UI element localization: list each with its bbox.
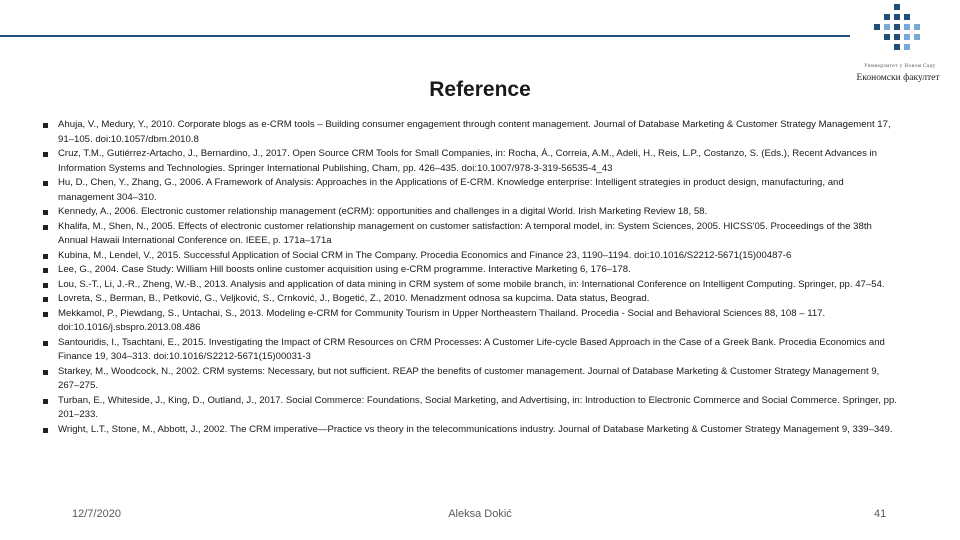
reference-item — [40, 278, 900, 293]
footer-date: 12/7/2020 — [72, 508, 121, 520]
bullet-icon — [43, 123, 48, 128]
reference-text: Cruz, T.M., Gutiérrez-Artacho, J., Bernardino, J., 2017. Open Source CRM Tools for Small Companies, in: Rocha, Á., Correia, A.M., Adeli, H., Reis, L.P., Costanzo, S. (Eds.), Recent Advances in Information Systems and Technologies. Springer International Publishing, Cham, pp. 426–435. doi:10.1007/978-3-319-56535-4_43 — [58, 148, 878, 174]
bullet-icon — [43, 225, 48, 230]
bullet-icon — [43, 181, 48, 186]
reference-text: Kubina, M., Lendel, V., 2015. Successful Application of Social CRM in The Company. Procedia Economics and Finance 23, 1190–1194. doi:10.1016/S2212-5671(15)00487-6 — [58, 249, 792, 261]
logo-faculty-name: Економски факултет — [856, 73, 940, 83]
footer-page-number: 41 — [874, 508, 887, 520]
slide-title: Reference — [429, 78, 531, 101]
reference-list — [40, 118, 900, 437]
logo-dots-icon — [870, 2, 926, 60]
bullet-icon — [43, 210, 48, 215]
reference-text: Kennedy, A., 2006. Electronic customer relationship management (eCRM): opportunities and challenges in a digital World. Irish Marketing Review 18, 58. — [58, 206, 708, 217]
reference-item — [40, 205, 900, 220]
reference-item — [40, 307, 900, 336]
reference-text: Mekkamol, P., Piewdang, S., Untachai, S., 2013. Modeling e-CRM for Community Tourism in Upper Northeastern Thailand. Procedia - Social and Behavioral Sciences 88, 108 – 117. doi:10.1016/j.sbspro.2013.08.486 — [58, 307, 826, 333]
reference-text: Lou, S.-T., Li, J.-R., Zheng, W.-B., 2013. Analysis and application of data mining in CRM system of some mobile branch, in: International Conference on Intelligent Computing. Springer, pp. 47–54. — [58, 278, 885, 290]
bullet-icon — [43, 312, 48, 317]
reference-text: Lee, G., 2004. Case Study: William Hill boosts online customer acquisition using e-CRM programme. Interactive Marketing 6, 176–178. — [58, 264, 631, 275]
bullet-icon — [43, 428, 48, 433]
reference-item — [40, 263, 900, 278]
reference-item — [40, 147, 900, 176]
reference-item — [40, 423, 900, 438]
header-rule — [0, 35, 850, 37]
reference-text: Lovreta, S., Berman, B., Petković, G., Veljković, S., Crnković, J., Bogetić, Z., 2010. Menadzment odnosa sa kupcima. Data status, Beograd. — [58, 293, 650, 304]
bullet-icon — [43, 297, 48, 302]
bullet-icon — [43, 268, 48, 273]
faculty-logo — [848, 2, 948, 90]
reference-text: Hu, D., Chen, Y., Zhang, G., 2006. A Framework of Analysis: Approaches in the Applications of E-CRM. Knowledge enterprise: Intelligent strategies in product design, manufacturing, and management 304–310. — [58, 177, 844, 203]
bullet-icon — [43, 254, 48, 259]
reference-item — [40, 394, 900, 423]
bullet-icon — [43, 152, 48, 157]
reference-text: Santouridis, I., Tsachtani, E., 2015. Investigating the Impact of CRM Resources on CRM Processes: A Customer Life-cycle Based Approach in the Case of a Greek Bank. Procedia Economics and Finance 19, 304–313. doi:10.1016/S2212-5671(15)00031-3 — [58, 336, 885, 362]
reference-text: Starkey, M., Woodcock, N., 2002. CRM systems: Necessary, but not sufficient. REAP the benefits of customer management. Journal of Database Marketing & Customer Strategy Management 9, 267–275. — [58, 365, 880, 391]
reference-text: Khalifa, M., Shen, N., 2005. Effects of electronic customer relationship management on customer satisfaction: A temporal model, in: System Sciences, 2005. HICSS'05. Proceedings of the 38th Annual Hawaii International Conference on. IEEE, p. 171a–171a — [58, 220, 872, 246]
reference-item — [40, 365, 900, 394]
footer-author: Aleksa Dokić — [448, 508, 512, 520]
reference-item — [40, 336, 900, 365]
reference-text: Wright, L.T., Stone, M., Abbott, J., 2002. The CRM imperative—Practice vs theory in the telecommunications industry. Journal of Database Marketing & Customer Strategy Management 9, 339–349. — [58, 423, 893, 435]
bullet-icon — [43, 341, 48, 346]
reference-text: Turban, E., Whiteside, J., King, D., Outland, J., 2017. Social Commerce: Foundations, Social Marketing, and Advertising, in: Introduction to Electronic Commerce and Social Commerce. Springer, pp. 201–233. — [58, 394, 897, 420]
bullet-icon — [43, 399, 48, 404]
reference-item — [40, 176, 900, 205]
reference-item — [40, 220, 900, 249]
bullet-icon — [43, 283, 48, 288]
reference-text: Ahuja, V., Medury, Y., 2010. Corporate blogs as e-CRM tools – Building consumer engagement through content management. Journal of Database Marketing & Customer Strategy Management 17, 91–105. doi:10.1057/dbm.2010.8 — [58, 119, 891, 145]
bullet-icon — [43, 370, 48, 375]
logo-university-text: Универзитет у Новом Саду — [864, 64, 936, 69]
reference-item — [40, 118, 900, 147]
reference-item — [40, 249, 900, 264]
reference-item — [40, 292, 900, 307]
